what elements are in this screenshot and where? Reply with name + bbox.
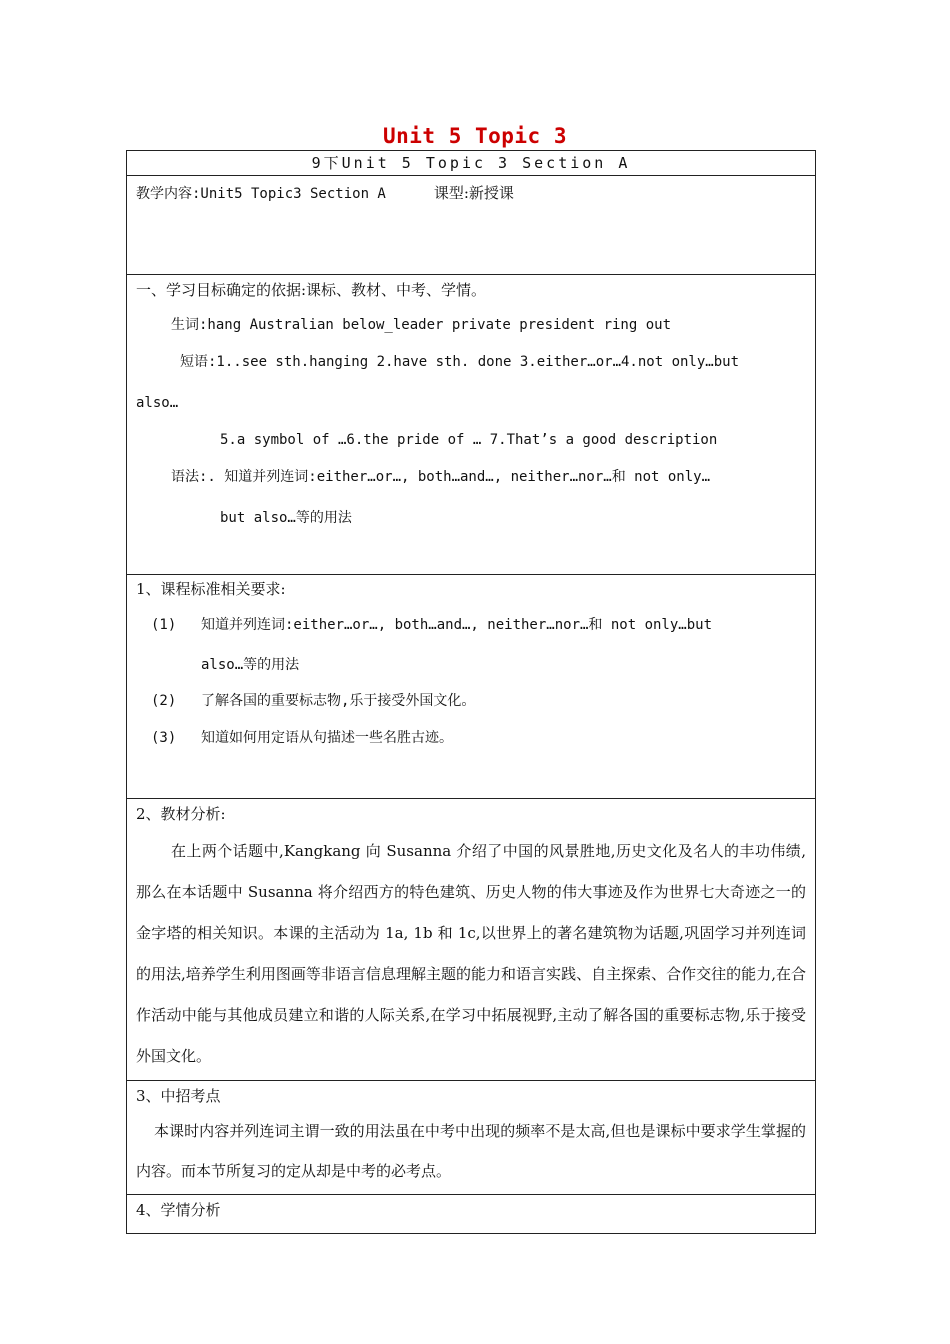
info-line xyxy=(136,180,806,207)
phrases-line-1: 短语:1..see sth.hanging 2.have sth. done 3.either…or…4.not only…but xyxy=(180,354,740,370)
students-heading: 4、学情分析 xyxy=(136,1201,221,1219)
content-label: 教学内容:Unit5 Topic3 Section A xyxy=(136,186,386,202)
analysis-body: 在上两个话题中,Kangkang 向 Susanna 介绍了中国的风景胜地,历史文化及名人的丰功伟绩,那么在本话题中 Susanna 将介绍西方的特色建筑、历史人物的伟大事迹及作为世界七大奇迹之一的金字塔的相关知识。本课的主活动为 1a, 1b 和 1c,以世界上的著名建筑物为话题,巩固学习并列连词的用法,培养学生利用图画等非语言信息理解主题的能力和语言实践、自主探索、合作交往的能力,在合作活动中能与其他成员建立和谐的人际关系,在学习中拓展视野,主动了解各国的重要标志物,乐于接受外国文化。 xyxy=(136,842,806,1065)
grammar-line-1: 语法:. 知道并列连词:either…or…, both…and…, neither…nor…和 not only… xyxy=(171,469,711,485)
section-header: 9下Unit 5 Topic 3 Section A xyxy=(127,151,816,176)
header-row xyxy=(127,151,816,176)
phrases-line-2: 5.a symbol of …6.the pride of … 7.That’s a good description xyxy=(220,432,718,448)
exam-body: 本课时内容并列连词主谓一致的用法虽在中考中出现的频率不是太高,但也是课标中要求学生掌握的内容。而本节所复习的定从却是中考的必考点。 xyxy=(136,1122,806,1180)
document-title: Unit 5 Topic 3 xyxy=(382,124,567,148)
item-text: 知道如何用定语从句描述一些名胜古迹。 xyxy=(201,730,453,746)
item-number: (2) xyxy=(151,693,177,709)
vocab-line: 生词:hang Australian below_leader private president ring out xyxy=(171,317,672,333)
students-row xyxy=(127,1195,816,1234)
analysis-heading: 2、教材分析: xyxy=(136,805,226,823)
item-text: 知道并列连词:either…or…, both…and…, neither…nor…和 not only…but xyxy=(201,617,713,633)
phrases-line-1b: also… xyxy=(136,395,179,411)
objectives-heading: 一、学习目标确定的依据:课标、教材、中考、学情。 xyxy=(136,281,487,299)
analysis-row xyxy=(127,799,816,1081)
item-number: (1) xyxy=(151,617,177,633)
standard-item-3 xyxy=(136,720,806,756)
info-row xyxy=(127,176,816,275)
lesson-type-label: 课型:新授课 xyxy=(433,184,514,202)
lesson-plan-table xyxy=(126,150,816,1234)
standard-item-1-cont: also…等的用法 xyxy=(201,657,300,673)
item-number: (3) xyxy=(151,730,177,746)
item-text: 了解各国的重要标志物,乐于接受外国文化。 xyxy=(201,693,476,709)
exam-row xyxy=(127,1081,816,1195)
objectives-row xyxy=(127,275,816,575)
standards-row xyxy=(127,575,816,799)
standard-item-2 xyxy=(136,682,806,720)
grammar-line-2: but also…等的用法 xyxy=(220,510,352,526)
standard-item-1 xyxy=(136,602,806,648)
standards-heading: 1、课程标准相关要求: xyxy=(136,580,286,598)
exam-heading: 3、中招考点 xyxy=(136,1087,221,1105)
